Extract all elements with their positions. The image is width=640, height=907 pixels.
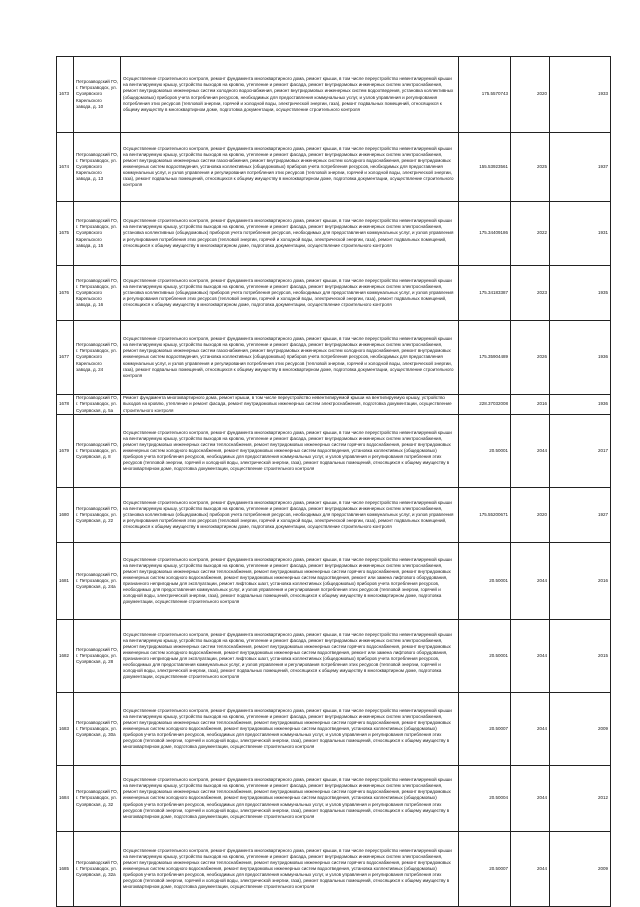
row-build-year: 2009 xyxy=(550,832,611,907)
row-address: Петрозаводский ГО, г. Петрозаводск, ул. Суоярвская, д. 28 xyxy=(74,620,121,693)
row-number: 1684 xyxy=(57,766,74,832)
row-planned-year: 2026 xyxy=(511,321,550,395)
row-cost: 20.50007 xyxy=(459,832,511,907)
row-works-list: Осуществление строительного контроля, ремонт фундамента многоквартирного дома, ремонт крыши, в том числе переустройство невентилируемой крыши на вентилируемую крышу, устройство выходов на кровлю, утепление и ремонт фасада, ремонт внутридомовых инженерных систем электроснабжения, ремонт внутридомовых инженерных систем холодного водоснабжения, ремонт внутридомовых инженерных систем водоотведения, установка коллективных (общедомовых) приборов учета потребления ресурсов, необходимых для предоставления коммунальных услуг, и узлов управления и регулирования потребления этих ресурсов (тепловой энергии, горячей и холодной воды, электрической энергии, газа), ремонт подвальных помещений, относящихся к общему имуществу в многоквартирном доме, подготовка документации, осуществление строительного контроля xyxy=(121,57,459,133)
table-row xyxy=(57,620,611,693)
row-build-year: 1935 xyxy=(550,266,611,321)
row-works-list: Осуществление строительного контроля, ремонт фундамента многоквартирного дома, ремонт крыши, в том числе переустройство невентилируемой крыши на вентилируемую крышу, устройство выходов на кровлю, утепление и ремонт фасада, ремонт внутридомовых инженерных систем электроснабжения, установка коллективных (общедомовых) приборов учета потребления ресурсов, необходимых для предоставления коммунальных услуг, и узлов управления и регулирования потребления этих ресурсов (тепловой энергии, горячей и холодной воды, электрической энергии, газа), ремонт подвальных помещений, относящихся к общему имуществу в многоквартирном доме, подготовка документации, осуществление строительного контроля xyxy=(121,266,459,321)
row-works-list: Осуществление строительного контроля, ремонт фундамента многоквартирного дома, ремонт крыши, в том числе переустройство невентилируемой крыши на вентилируемую крышу, устройство выходов на кровлю, утепление и ремонт фасада, ремонт внутридомовых инженерных систем электроснабжения, ремонт внутридомовых инженерных систем теплоснабжения, ремонт внутридомовых инженерных систем горячего водоснабжения, ремонт внутридомовых инженерных систем холодного водоснабжения, ремонт внутридомовых инженерных систем водоотведения, установка коллективных (общедомовых) приборов учета потребления ресурсов, необходимых для предоставления коммунальных услуг, и узлов управления и регулирования потребления этих ресурсов (тепловой энергии, горячей и холодной воды, электрической энергии, газа), ремонт подвальных помещений, относящихся к общему имуществу в многоквартирном доме, подготовка документации, осуществление строительного контроля xyxy=(121,832,459,907)
row-cost: 20.50001 xyxy=(459,620,511,693)
row-planned-year: 2044 xyxy=(511,693,550,766)
row-address: Петрозаводский ГО, г. Петрозаводск, ул. Суоярвского Карельского завода, д. 15 xyxy=(74,202,121,266)
row-cost: 155.53923561 xyxy=(459,133,511,202)
row-build-year: 2016 xyxy=(550,543,611,620)
row-planned-year: 2044 xyxy=(511,832,550,907)
row-works-list: Осуществление строительного контроля, ремонт фундамента многоквартирного дома, ремонт крыши, в том числе переустройство невентилируемой крыши на вентилируемую крышу, устройство выходов на кровлю, утепление и ремонт фасада, ремонт внутридомовых инженерных систем электроснабжения, ремонт внутридомовых инженерных систем теплоснабжения, ремонт внутридомовых инженерных систем горячего водоснабжения, ремонт внутридомовых инженерных систем холодного водоснабжения, ремонт внутридомовых инженерных систем водоотведения, ремонт или замена лифтового оборудования, признанного непригодным для эксплуатации, ремонт лифтовых шахт, установка коллективных (общедомовых) приборов учета потребления ресурсов, необходимых для предоставления коммунальных услуг, и узлов управления и регулирования потребления этих ресурсов (тепловой энергии, горячей и холодной воды, электрической энергии, газа), ремонт подвальных помещений, относящихся к общему имуществу в многоквартирном доме, подготовка документации, осуществление строительного контроля xyxy=(121,620,459,693)
row-planned-year: 2044 xyxy=(511,620,550,693)
row-cost: 20.50001 xyxy=(459,543,511,620)
row-build-year: 1936 xyxy=(550,321,611,395)
row-planned-year: 2022 xyxy=(511,202,550,266)
row-build-year: 2012 xyxy=(550,766,611,832)
table-row xyxy=(57,488,611,543)
row-cost: 228.37032008 xyxy=(459,395,511,415)
row-number: 1682 xyxy=(57,620,74,693)
row-address: Петрозаводский ГО, г. Петрозаводск, ул. Суоярвского Карельского завода, д. 10 xyxy=(74,57,121,133)
row-number: 1674 xyxy=(57,133,74,202)
row-number: 1677 xyxy=(57,321,74,395)
row-works-list: Осуществление строительного контроля, ремонт фундамента многоквартирного дома, ремонт крыши, в том числе переустройство невентилируемой крыши на вентилируемую крышу, устройство выходов на кровлю, утепление и ремонт фасада, ремонт внутридомовых инженерных систем электроснабжения, установка коллективных (общедомовых) приборов учета потребления ресурсов, необходимых для предоставления коммунальных услуг, и узлов управления и регулирования потребления этих ресурсов (тепловой энергии, горячей и холодной воды, электрической энергии, газа), ремонт подвальных помещений, относящихся к общему имуществу в многоквартирном доме, подготовка документации, осуществление строительного контроля xyxy=(121,488,459,543)
row-number: 1678 xyxy=(57,395,74,415)
row-address: Петрозаводский ГО, г. Петрозаводск, ул. Суоярвская, д. 8 xyxy=(74,415,121,488)
row-planned-year: 2020 xyxy=(511,488,550,543)
table-row xyxy=(57,395,611,415)
row-works-list: Осуществление строительного контроля, ремонт фундамента многоквартирного дома, ремонт крыши, в том числе переустройство невентилируемой крыши на вентилируемую крышу, устройство выходов на кровлю, утепление и ремонт фасада, ремонт внутридомовых инженерных систем электроснабжения, ремонт внутридомовых инженерных систем теплоснабжения, ремонт внутридомовых инженерных систем горячего водоснабжения, ремонт внутридомовых инженерных систем холодного водоснабжения, ремонт внутридомовых инженерных систем водоотведения, установка коллективных (общедомовых) приборов учета потребления ресурсов, необходимых для предоставления коммунальных услуг, и узлов управления и регулирования потребления этих ресурсов (тепловой энергии, горячей и холодной воды, электрической энергии, газа), ремонт подвальных помещений, относящихся к общему имуществу в многоквартирном доме, подготовка документации, осуществление строительного контроля xyxy=(121,415,459,488)
row-build-year: 1931 xyxy=(550,202,611,266)
row-address: Петрозаводский ГО, г. Петрозаводск, ул. Суоярвская, д. 22 xyxy=(74,488,121,543)
table-body xyxy=(57,57,611,907)
row-cost: 20.50001 xyxy=(459,415,511,488)
row-build-year: 1927 xyxy=(550,488,611,543)
row-address: Петрозаводский ГО, г. Петрозаводск, ул. Суоярвская, д. 32а xyxy=(74,832,121,907)
row-planned-year: 2044 xyxy=(511,543,550,620)
row-cost: 175.34183387 xyxy=(459,266,511,321)
row-build-year: 2009 xyxy=(550,693,611,766)
row-planned-year: 2044 xyxy=(511,766,550,832)
row-address: Петрозаводский ГО, г. Петрозаводск, ул. Суоярвская, д. 24а xyxy=(74,543,121,620)
table-row xyxy=(57,766,611,832)
row-planned-year: 2025 xyxy=(511,133,550,202)
row-works-list: Осуществление строительного контроля, ремонт фундамента многоквартирного дома, ремонт крыши, в том числе переустройство невентилируемой крыши на вентилируемую крышу, устройство выходов на кровлю, утепление и ремонт фасада, ремонт внутридомовых инженерных систем электроснабжения, ремонт внутридомовых инженерных систем теплоснабжения, ремонт внутридомовых инженерных систем горячего водоснабжения, ремонт внутридомовых инженерных систем холодного водоснабжения, ремонт внутридомовых инженерных систем водоотведения, ремонт или замена лифтового оборудования, признанного непригодным для эксплуатации, ремонт лифтовых шахт, установка коллективных (общедомовых) приборов учета потребления ресурсов, необходимых для предоставления коммунальных услуг, и узлов управления и регулирования потребления этих ресурсов (тепловой энергии, горячей и холодной воды, электрической энергии, газа), ремонт подвальных помещений, относящихся к общему имуществу в многоквартирном доме, подготовка документации, осуществление строительного контроля xyxy=(121,543,459,620)
table-row xyxy=(57,321,611,395)
row-number: 1679 xyxy=(57,415,74,488)
row-address: Петрозаводский ГО, г. Петрозаводск, ул. Суоярвского Карельского завода, д. 13 xyxy=(74,133,121,202)
table-row xyxy=(57,832,611,907)
row-number: 1685 xyxy=(57,832,74,907)
row-number: 1683 xyxy=(57,693,74,766)
table-row xyxy=(57,57,611,133)
table-row xyxy=(57,202,611,266)
row-works-list: Осуществление строительного контроля, ремонт фундамента многоквартирного дома, ремонт крыши, в том числе переустройство невентилируемой крыши на вентилируемую крышу, устройство выходов на кровлю, утепление и ремонт фасада, ремонт внутридомовых инженерных систем электроснабжения, установка коллективных (общедомовых) приборов учета потребления ресурсов, необходимых для предоставления коммунальных услуг, и узлов управления и регулирования потребления этих ресурсов (тепловой энергии, горячей и холодной воды, электрической энергии, газа), ремонт подвальных помещений, относящихся к общему имуществу в многоквартирном доме, подготовка документации, осуществление строительного контроля xyxy=(121,202,459,266)
row-build-year: 1936 xyxy=(550,395,611,415)
row-planned-year: 2044 xyxy=(511,415,550,488)
row-address: Петрозаводский ГО, г. Петрозаводск, ул. Суоярвская, д. 30а xyxy=(74,693,121,766)
row-address: Петрозаводский ГО, г. Петрозаводск, ул. Суоярвская, д. 5а xyxy=(74,395,121,415)
row-works-list: Осуществление строительного контроля, ремонт фундамента многоквартирного дома, ремонт крыши, в том числе переустройство невентилируемой крыши на вентилируемую крышу, устройство выходов на кровлю, утепление и ремонт фасада, ремонт внутридомовых инженерных систем электроснабжения, ремонт внутридомовых инженерных систем газоснабжения, ремонт внутридомовых инженерных систем холодного водоснабжения, ремонт внутридомовых инженерных систем водоотведения, установка коллективных (общедомовых) приборов учета потребления ресурсов, необходимых для предоставления коммунальных услуг, и узлов управления и регулирования потребления этих ресурсов (тепловой энергии, горячей и холодной воды, электрической энергии, газа), ремонт подвальных помещений, относящихся к общему имуществу в многоквартирном доме, подготовка документации, осуществление строительного контроля xyxy=(121,133,459,202)
row-number: 1676 xyxy=(57,266,74,321)
row-cost: 175.35904489 xyxy=(459,321,511,395)
row-build-year: 2017 xyxy=(550,415,611,488)
row-build-year: 1937 xyxy=(550,133,611,202)
row-build-year: 2015 xyxy=(550,620,611,693)
row-number: 1681 xyxy=(57,543,74,620)
table-row xyxy=(57,133,611,202)
row-works-list: Осуществление строительного контроля, ремонт фундамента многоквартирного дома, ремонт крыши, в том числе переустройство невентилируемой крыши на вентилируемую крышу, устройство выходов на кровлю, утепление и ремонт фасада, ремонт внутридомовых инженерных систем электроснабжения, ремонт внутридомовых инженерных систем газоснабжения, ремонт внутридомовых инженерных систем холодного водоснабжения, ремонт внутридомовых инженерных систем водоотведения, установка коллективных (общедомовых) приборов учета потребления ресурсов, необходимых для предоставления коммунальных услуг, и узлов управления и регулирования потребления этих ресурсов (тепловой энергии, горячей и холодной воды, электрической энергии, газа), ремонт подвальных помещений, относящихся к общему имуществу в многоквартирном доме, подготовка документации, осуществление строительного контроля xyxy=(121,321,459,395)
row-cost: 175.5570743 xyxy=(459,57,511,133)
table-row xyxy=(57,693,611,766)
row-number: 1673 xyxy=(57,57,74,133)
row-cost: 20.50004 xyxy=(459,766,511,832)
table-row xyxy=(57,543,611,620)
row-planned-year: 2023 xyxy=(511,266,550,321)
row-cost: 175.55200671 xyxy=(459,488,511,543)
row-address: Петрозаводский ГО, г. Петрозаводск, ул. Суоярвского Карельского завода, д. 24 xyxy=(74,321,121,395)
row-number: 1675 xyxy=(57,202,74,266)
row-planned-year: 2020 xyxy=(511,57,550,133)
row-address: Петрозаводский ГО, г. Петрозаводск, ул. Суоярвская, д. 32 xyxy=(74,766,121,832)
table-row xyxy=(57,415,611,488)
row-build-year: 1933 xyxy=(550,57,611,133)
row-address: Петрозаводский ГО, г. Петрозаводск, ул. Суоярвского Карельского завода, д. 16 xyxy=(74,266,121,321)
row-planned-year: 2016 xyxy=(511,395,550,415)
row-number: 1680 xyxy=(57,488,74,543)
row-works-list: Ремонт фундамента многоквартирного дома, ремонт крыши, в том числе переустройство невентилируемой крыши на вентилируемую крышу, устройство выходов на кровлю, утепление и ремонт фасада, ремонт внутридомовых инженерных систем электроснабжения, подготовка документации, осуществление строительного контроля xyxy=(121,395,459,415)
row-cost: 20.50007 xyxy=(459,693,511,766)
table-row xyxy=(57,266,611,321)
housing-repair-table xyxy=(56,56,611,907)
row-works-list: Осуществление строительного контроля, ремонт фундамента многоквартирного дома, ремонт крыши, в том числе переустройство невентилируемой крыши на вентилируемую крышу, устройство выходов на кровлю, утепление и ремонт фасада, ремонт внутридомовых инженерных систем электроснабжения, ремонт внутридомовых инженерных систем теплоснабжения, ремонт внутридомовых инженерных систем горячего водоснабжения, ремонт внутридомовых инженерных систем холодного водоснабжения, ремонт внутридомовых инженерных систем водоотведения, установка коллективных (общедомовых) приборов учета потребления ресурсов, необходимых для предоставления коммунальных услуг, и узлов управления и регулирования потребления этих ресурсов (тепловой энергии, горячей и холодной воды, электрической энергии, газа), ремонт подвальных помещений, относящихся к общему имуществу в многоквартирном доме, подготовка документации, осуществление строительного контроля xyxy=(121,693,459,766)
row-works-list: Осуществление строительного контроля, ремонт фундамента многоквартирного дома, ремонт крыши, в том числе переустройство невентилируемой крыши на вентилируемую крышу, устройство выходов на кровлю, утепление и ремонт фасада, ремонт внутридомовых инженерных систем электроснабжения, ремонт внутридомовых инженерных систем теплоснабжения, ремонт внутридомовых инженерных систем горячего водоснабжения, ремонт внутридомовых инженерных систем холодного водоснабжения, ремонт внутридомовых инженерных систем водоотведения, установка коллективных (общедомовых) приборов учета потребления ресурсов, необходимых для предоставления коммунальных услуг, и узлов управления и регулирования потребления этих ресурсов (тепловой энергии, горячей и холодной воды, электрической энергии, газа), ремонт подвальных помещений, относящихся к общему имуществу в многоквартирном доме, подготовка документации, осуществление строительного контроля xyxy=(121,766,459,832)
row-cost: 175.34409186 xyxy=(459,202,511,266)
